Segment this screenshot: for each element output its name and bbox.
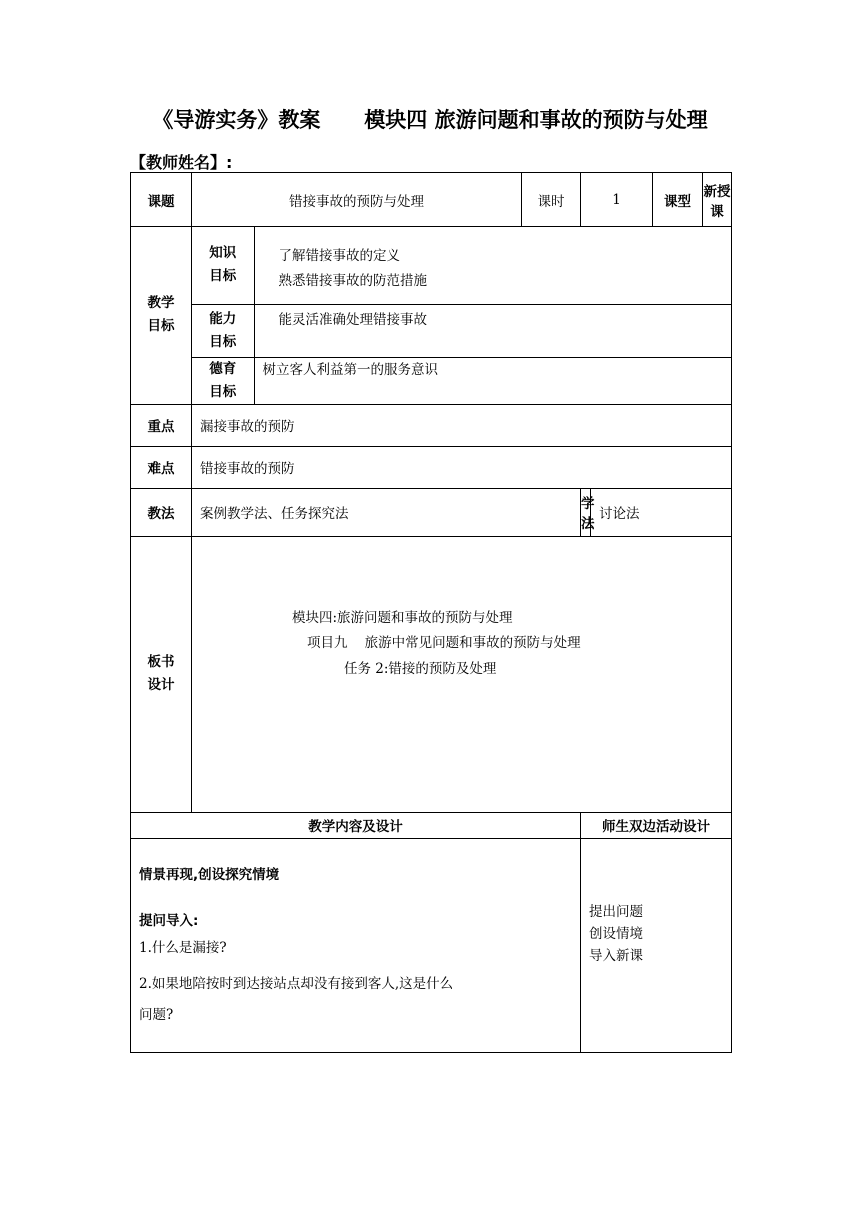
- teacher-name-label: 【教师姓名】:: [130, 153, 233, 172]
- question-2: 2.如果地陪按时到达接站点却没有接到客人,这是什么: [139, 975, 454, 992]
- moral-objective-text: 树立客人利益第一的服务意识: [262, 361, 438, 378]
- content-design-header: 教学内容及设计: [131, 812, 581, 838]
- scene-heading: 情景再现,创设探究情境: [139, 866, 280, 883]
- document-title: 《导游实务》教案 模块四 旅游问题和事故的预防与处理: [152, 108, 708, 132]
- question-2-continued: 问题?: [139, 1006, 174, 1023]
- board-line-task: 任务 2:错接的预防及处理: [344, 660, 497, 677]
- objectives-detail: [192, 227, 732, 405]
- question-1: 1.什么是漏接?: [139, 939, 227, 956]
- objectives-row: [131, 227, 732, 405]
- board-line-module: 模块四:旅游问题和事故的预防与处理: [292, 609, 513, 626]
- design-header-row: [131, 812, 732, 838]
- type-value: 新授课: [703, 173, 732, 227]
- ability-objective-label: 能力 目标: [192, 304, 254, 357]
- moral-objective-label: 德育 目标: [192, 357, 254, 404]
- design-content-row: [131, 838, 732, 1052]
- knowledge-objective-label: 知识 目标: [192, 227, 254, 304]
- intro-heading: 提问导入:: [139, 912, 199, 929]
- topic-row: [131, 173, 732, 227]
- learning-method-label: 学法: [581, 488, 591, 536]
- difficult-point-value: 错接事故的预防: [192, 446, 732, 488]
- key-point-value: 漏接事故的预防: [192, 404, 732, 446]
- topic-value: 错接事故的预防与处理: [192, 173, 522, 227]
- activity-item: 创设情境: [589, 925, 644, 942]
- learning-method-value: 讨论法: [591, 488, 732, 536]
- teaching-method-label: 教法: [131, 488, 192, 536]
- teaching-method-value: 案例教学法、任务探究法: [192, 488, 581, 536]
- hours-label: 课时: [522, 173, 581, 227]
- hours-value: 1: [581, 173, 653, 227]
- methods-row: [131, 488, 732, 536]
- activity-item: 导入新课: [589, 947, 644, 964]
- key-point-row: [131, 404, 732, 446]
- ability-objective-text: 能灵活准确处理错接事故: [254, 304, 731, 357]
- moral-objective-row: [192, 357, 731, 404]
- lesson-plan-table: [130, 172, 732, 1053]
- board-line-project: 项目九 旅游中常见问题和事故的预防与处理: [307, 634, 581, 651]
- knowledge-objective-text: 了解错接事故的定义 熟悉错接事故的防范措施: [254, 227, 731, 304]
- objectives-subtable: [192, 227, 731, 404]
- activity-item: 提出问题: [589, 903, 644, 920]
- teaching-content-cell: [131, 838, 581, 1052]
- type-label: 课型: [653, 173, 703, 227]
- key-point-label: 重点: [131, 404, 192, 446]
- objectives-label: 教学 目标: [131, 227, 192, 405]
- board-design-label: 板书 设计: [131, 536, 192, 812]
- activity-design-header: 师生双边活动设计: [581, 812, 732, 838]
- knowledge-objective-row: [192, 227, 731, 304]
- board-design-content: [192, 536, 732, 812]
- ability-objective-row: [192, 304, 731, 357]
- difficult-point-label: 难点: [131, 446, 192, 488]
- board-design-row: [131, 536, 732, 812]
- difficult-point-row: [131, 446, 732, 488]
- topic-label: 课题: [131, 173, 192, 227]
- activity-cell: [581, 838, 732, 1052]
